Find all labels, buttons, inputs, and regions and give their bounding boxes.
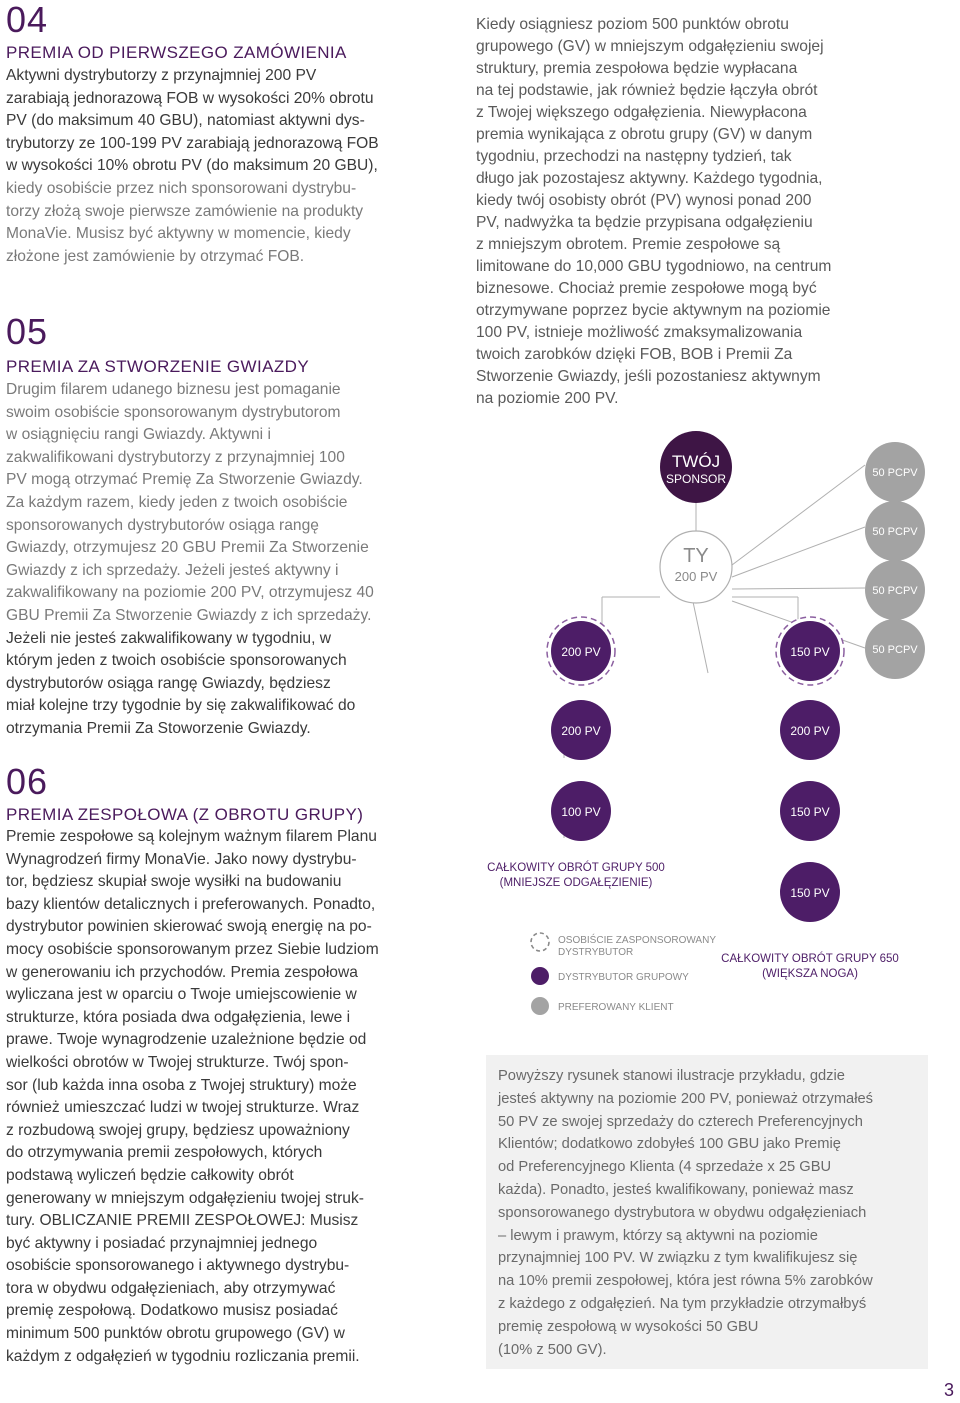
text-line: tora w obydwu odgałęzieniach, aby otrzymywać — [6, 1279, 336, 1297]
text-line: Za każdym razem, kiedy jeden z twoich osobiście — [6, 493, 348, 511]
text-line: zarabiają jednorazową FOB w wysokości 20% obrotu — [6, 89, 374, 107]
section-05 — [6, 311, 456, 741]
text-line: do otrzymywania premii zespołowych, których — [6, 1144, 323, 1162]
legend-customer-label: PREFEROWANY KLIENT — [558, 1002, 674, 1013]
customer-node-1-label: 50 PCPV — [872, 467, 918, 479]
text-line: zakwalifikowany na poziomie 200 PV, otrzymujesz 40 — [6, 584, 374, 602]
text-line: sponsorowanych dystrybutorów osiąga rangę — [6, 516, 319, 534]
text-line: osobiście sponsorowanego i aktywnego dystrybu- — [6, 1257, 350, 1275]
text-line: dystrybutor powinien skierować swoją energię na po- — [6, 918, 372, 936]
section-05-number: 05 — [6, 311, 49, 352]
text-line: z mniejszym obrotem. Premie zespołowe są — [476, 236, 781, 253]
text-line: dystrybutorów osiąga rangę Gwiazdy, będziesz — [6, 674, 331, 692]
section-04 — [6, 2, 456, 268]
text-line: być aktywny i posiadać przynajmniej jednego — [6, 1234, 318, 1252]
text-line: Premie zespołowe są kolejnym ważnym filarem Planu — [6, 828, 377, 845]
text-line: struktury, premia zespołowa będzie wypłacana — [476, 60, 798, 77]
text-line: Stworzenie Gwiazdy, jeśli pozostaniesz aktywnym — [476, 368, 821, 385]
text-line: (10% z 500 GV). — [498, 1341, 607, 1358]
text-line: limitowane do 10,000 GBU tygodniowo, na centrum — [476, 258, 832, 275]
text-line: tury. OBLICZANIE PREMII ZESPOŁOWEJ: Musisz — [6, 1212, 359, 1230]
section-06-body — [6, 826, 456, 1368]
text-line: Gwiazdy z ich sprzedaży. Jeżeli jesteś aktywny i — [6, 561, 339, 579]
section-06-number: 06 — [6, 761, 49, 802]
text-line: biznesowe. Chociaż premie zespołowe mogą być — [476, 280, 817, 297]
connector-lines — [564, 465, 865, 920]
legend-personal-line2: DYSTRYBUTOR — [558, 947, 634, 958]
sponsor-label-line2: SPONSOR — [665, 472, 727, 486]
text-line: wielkości obrotów w Twojej strukturze. Twój spon- — [6, 1053, 349, 1071]
text-line: w generowaniu ich przychodów. Premia zespołowa — [6, 963, 358, 981]
text-line: tor, będziesz skupiał swoje wysiłki na budowaniu — [6, 873, 342, 891]
left-node-3-label: 100 PV — [561, 805, 601, 819]
text-line: generowany w mniejszym odgałęzieniu twojej struk- — [6, 1189, 364, 1207]
customer-node-4-label: 50 PCPV — [872, 644, 918, 656]
text-line: 100 PV, istnieje możliwość zmaksymalizowania — [476, 324, 803, 341]
customer-node-3-label: 50 PCPV — [872, 585, 918, 597]
text-line: swoim osobiście sponsorowanym dystrybutorom — [6, 403, 341, 421]
text-line: PV, nadwyżka ta będzie przypisana odgałęzieniu — [476, 214, 813, 231]
legend-personal-icon — [531, 933, 549, 951]
text-line: Powyższy rysunek stanowi ilustracje przykładu, gdzie — [498, 1068, 845, 1084]
text-line: otrzymania Premii Za Stoworzenie Gwiazdy. — [6, 719, 311, 737]
text-line: trybutorzy ze 100-199 PV zarabiają jednorazową FOB — [6, 134, 379, 152]
legend-group-icon — [531, 967, 549, 985]
text-line: premia wynikająca z obrotu grupy (GV) w danym — [476, 126, 813, 143]
left-branch — [547, 617, 615, 841]
text-line: – lewym i prawym, którzy są aktywni na poziomie — [498, 1227, 818, 1244]
text-line: z każdego z odgałęzień. Na tym przykładzie otrzymałbyś — [498, 1295, 867, 1312]
section-05-body — [6, 379, 456, 741]
text-line: grupowego (GV) w mniejszym odgałęzieniu swojej — [476, 38, 824, 55]
you-pv: 200 PV — [674, 569, 718, 584]
text-line: złożone jest zamówienie by otrzymać FOB. — [6, 247, 305, 265]
sponsor-node — [660, 431, 732, 503]
section-06-heading: PREMIA ZESPOŁOWA (Z OBROTU GRUPY) — [6, 805, 364, 824]
section-04-body — [6, 65, 456, 268]
text-line: na 10% premii zespołowej, która jest równa 5% zarobków — [498, 1273, 873, 1290]
right-column-text — [476, 14, 916, 410]
text-line: w osiągnięciu rangi Gwiazdy. Aktywni i — [6, 426, 271, 444]
text-line: z rozbudową swojej grupy, będziesz upoważniony — [6, 1121, 350, 1139]
left-node-2-label: 200 PV — [561, 724, 601, 738]
text-line: GBU Premii Za Stworzenie Gwiazdy z ich sprzedaży. — [6, 606, 372, 624]
text-line: kiedy osobiście przez nich sponsorowani dystrybu- — [6, 179, 357, 197]
text-line: na poziomie 200 PV. — [476, 390, 619, 407]
right-node-2-label: 200 PV — [790, 724, 830, 738]
legend-group-label: DYSTRYBUTOR GRUPOWY — [558, 972, 689, 983]
text-line: sponsorowanego dystrybutora w obydwu odgałęzieniach — [498, 1204, 867, 1221]
sponsor-label-line1: TWÓJ — [671, 452, 721, 471]
text-line: którym jeden z twoich osobiście sponsorowanych — [6, 652, 347, 670]
text-line: od Preferencyjnego Klienta (4 sprzedaże x 25 GBU — [498, 1159, 832, 1176]
left-total-line1: CAŁKOWITY OBRÓT GRUPY 500 — [487, 862, 665, 874]
section-05-heading: PREMIA ZA STWORZENIE GWIAZDY — [6, 357, 310, 376]
right-node-1-label: 150 PV — [790, 645, 830, 659]
text-line: prawe. Twoje wynagrodzenie uzależnione będzie od — [6, 1031, 367, 1049]
text-line: mocy osobiście sponsorowanym przez Siebie ludziom — [6, 940, 379, 958]
text-line: podstawą wyliczeń będzie całkowity obrót — [6, 1166, 294, 1184]
text-line: kiedy twój osobisty obrót (PV) wynosi ponad 200 — [476, 192, 812, 209]
text-line: Aktywni dystrybutorzy z przynajmniej 200 PV — [6, 67, 317, 84]
text-line: Kiedy osiągniesz poziom 500 punktów obrotu — [476, 16, 789, 33]
right-node-4-label: 150 PV — [790, 886, 830, 900]
right-total-line2: (WIĘKSZA NOGA) — [762, 968, 858, 980]
page-number: 3 — [944, 1380, 955, 1400]
text-line: długo jak pozostajesz aktywny. Każdego tygodnia, — [476, 170, 823, 187]
text-line: Gwiazdy, otrzymujesz 20 GBU Premii Za Stworzenie — [6, 539, 369, 557]
text-line: Drugim filarem udanego biznesu jest pomaganie — [6, 381, 341, 398]
text-line: każdym z odgałęzień w tygodniu rozliczania premii. — [6, 1347, 360, 1365]
left-total-line2: (MNIEJSZE ODGAŁĘZIENIE) — [499, 877, 653, 889]
legend-personal-line1: OSOBIŚCIE ZASPONSOROWANY — [558, 935, 716, 946]
right-node-3-label: 150 PV — [790, 805, 830, 819]
text-line: Jeżeli nie jesteś zakwalifikowany w tygodniu, w — [6, 629, 332, 647]
section-04-number: 04 — [6, 0, 49, 40]
text-line: Klientów; dodatkowo zdobyłeś 100 GBU jako Premię — [498, 1136, 841, 1153]
text-line: 50 PV ze swojej sprzedaży do czterech Preferencyjnych — [498, 1113, 863, 1130]
text-line: wyliczana jest w oparciu o Twoje umiejscowienie w — [6, 986, 357, 1004]
example-text — [498, 1065, 923, 1361]
text-line: premię zespołową. Dodatkowo musisz posiadać — [6, 1302, 338, 1320]
text-line: twoich zarobków dzięki FOB, BOB i Premii Za — [476, 346, 793, 363]
team-bonus-diagram — [480, 415, 940, 1025]
customer-nodes — [865, 442, 925, 679]
text-line: miał kolejne trzy tygodnie by się zakwalifikować do — [6, 697, 356, 715]
customer-node-2-label: 50 PCPV — [872, 526, 918, 538]
legend-customer-icon — [531, 997, 549, 1015]
text-line: torzy złożą swoje pierwsze zamówienie na produkty — [6, 202, 364, 220]
text-line: bazy klientów detalicznych i preferowanych. Ponadto, — [6, 895, 376, 913]
left-node-1-label: 200 PV — [561, 645, 601, 659]
right-total-line1: CAŁKOWITY OBRÓT GRUPY 650 — [721, 953, 899, 965]
text-line: MonaVie. Musisz być aktywny w momencie, kiedy — [6, 225, 351, 243]
text-line: PV (do maksimum 40 GBU), natomiast aktywni dys- — [6, 112, 365, 130]
text-line: strukturze, która posiada dwa odgałęzienia, lewe i — [6, 1008, 351, 1026]
text-line: przynajmniej 100 PV. W związku z tym kwalifikujesz się — [498, 1250, 858, 1267]
text-line: premię zespołową w wysokości 50 GBU — [498, 1318, 759, 1335]
text-line: jesteś aktywny na poziomie 200 PV, ponieważ otrzymałeś — [498, 1090, 873, 1107]
legend — [531, 933, 716, 1015]
text-line: każda). Ponadto, jesteś kwalifikowany, ponieważ masz — [498, 1181, 854, 1198]
text-line: z Twojej większego odgałęzienia. Niewypłacona — [476, 104, 807, 121]
text-line: minimum 500 punktów obrotu grupowego (GV) w — [6, 1325, 345, 1343]
text-line: na tej podstawie, jak również będzie łączyła obrót — [476, 82, 818, 99]
text-line: otrzymywane poprzez bycie aktywnym na poziomie — [476, 302, 831, 319]
text-line: również umieszczać ludzi w twojej strukturze. Wraz — [6, 1099, 360, 1117]
section-06 — [6, 761, 456, 1368]
you-node — [660, 531, 732, 603]
example-box — [486, 1055, 928, 1369]
you-label: TY — [683, 545, 709, 567]
text-line: Wynagrodzeń firmy MonaVie. Jako nowy dystrybu- — [6, 850, 357, 868]
right-branch — [776, 617, 844, 922]
text-line: tygodniu, przechodzi na następny tydzień, tak — [476, 148, 792, 165]
section-04-heading: PREMIA OD PIERWSZEGO ZAMÓWIENIA — [6, 43, 347, 62]
text-line: zakwalifikowani dystrybutorzy z przynajmniej 100 — [6, 448, 345, 466]
text-line: w wysokości 10% obrotu PV (do maksimum 20 GBU), — [6, 157, 378, 175]
text-line: sor (lub każda inna osoba z Twojej struktury) może — [6, 1076, 357, 1094]
text-line: PV mogą otrzymać Premię Za Stworzenie Gwiazdy. — [6, 471, 363, 489]
